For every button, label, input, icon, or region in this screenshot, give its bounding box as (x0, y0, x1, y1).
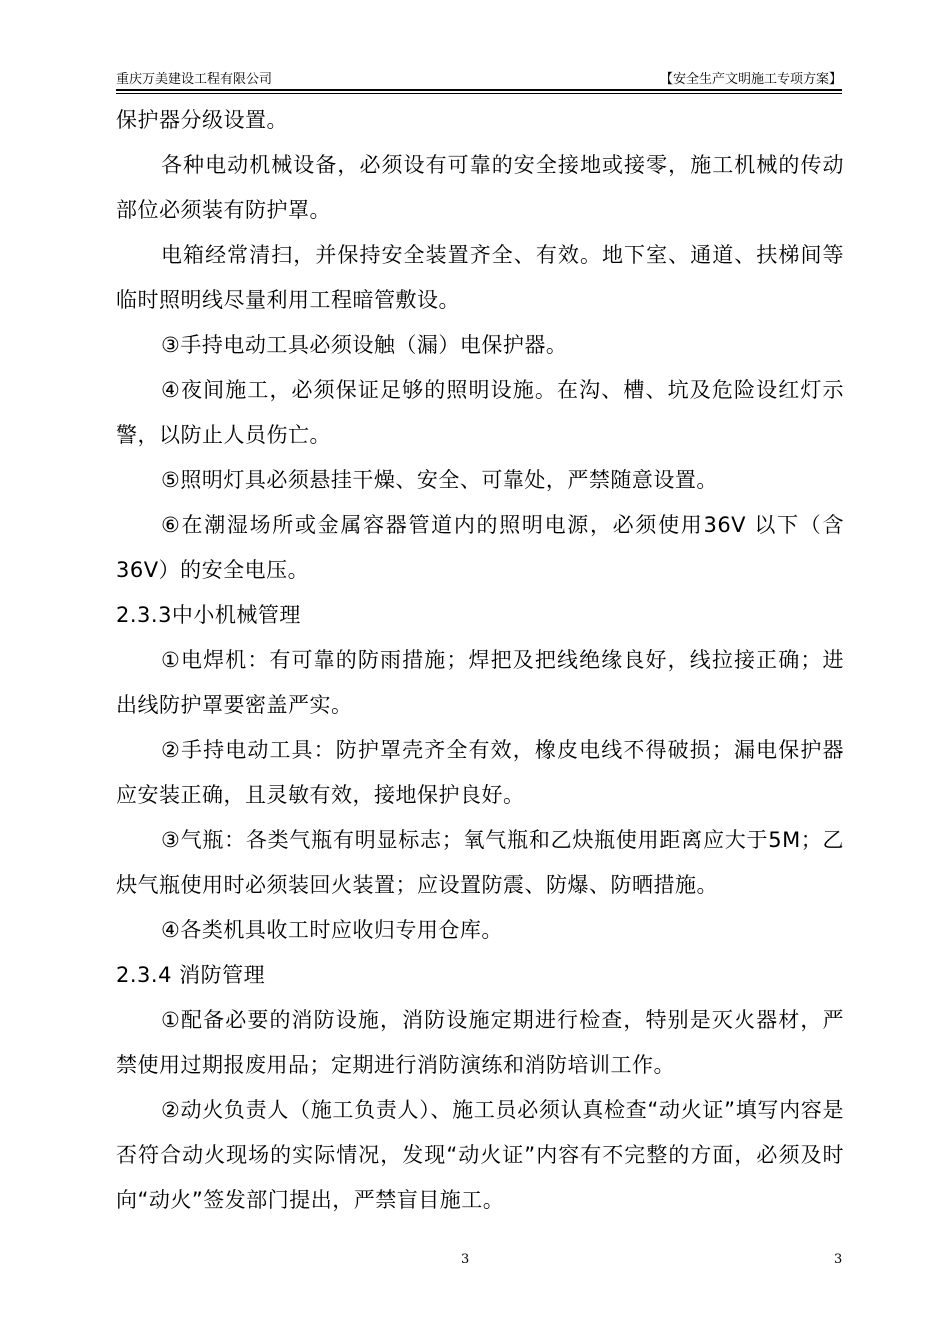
paragraph: ②手持电动工具：防护罩壳齐全有效，橡皮电线不得破损；漏电保护器应安装正确，且灵敏有效，接地保护良好。 (116, 738, 844, 807)
header-rule (116, 89, 842, 91)
paragraph: ⑤照明灯具必须悬挂干燥、安全、可靠处，严禁随意设置。 (161, 468, 718, 492)
paragraph: ①电焊机：有可靠的防雨措施；焊把及把线绝缘良好，线拉接正确；进出线防护罩要密盖严实。 (116, 648, 844, 717)
paragraph: ③手持电动工具必须设触（漏）电保护器。 (161, 333, 568, 357)
paragraph: 电箱经常清扫，并保持安全装置齐全、有效。地下室、通道、扶梯间等临时照明线尽量利用工程暗管敷设。 (116, 243, 844, 312)
paragraph: 保护器分级设置。 (116, 108, 288, 132)
header-rule-thin (116, 93, 842, 94)
paragraph: ①配备必要的消防设施，消防设施定期进行检查，特别是灭火器材，严禁使用过期报废用品；定期进行消防演练和消防培训工作。 (116, 1008, 844, 1077)
paragraph: ④夜间施工，必须保证足够的照明设施。在沟、槽、坑及危险设红灯示警，以防止人员伤亡。 (116, 378, 844, 447)
paragraph: ④各类机具收工时应收归专用仓库。 (161, 918, 503, 942)
section-heading: 2.3.3中小机械管理 (116, 603, 301, 627)
header-doc-title: 【安全生产文明施工专项方案】 (659, 72, 842, 87)
page-number-right: 3 (834, 1252, 843, 1267)
paragraph: ③气瓶：各类气瓶有明显标志；氧气瓶和乙炔瓶使用距离应大于5M；乙炔气瓶使用时必须装回火装置；应设置防震、防爆、防晒措施。 (116, 828, 844, 897)
paragraph: ⑥在潮湿场所或金属容器管道内的照明电源，必须使用36V 以下（含36V）的安全电压。 (116, 513, 844, 582)
header-company: 重庆万美建设工程有限公司 (116, 72, 273, 87)
page-number-center: 3 (461, 1252, 470, 1267)
document-body (116, 98, 844, 1223)
section-heading: 2.3.4 消防管理 (116, 963, 266, 987)
paragraph: 各种电动机械设备，必须设有可靠的安全接地或接零，施工机械的传动部位必须装有防护罩。 (116, 153, 844, 222)
page-header (116, 70, 842, 90)
paragraph: ②动火负责人（施工负责人）、施工员必须认真检查“动火证”填写内容是否符合动火现场的实际情况，发现“动火证”内容有不完整的方面，必须及时向“动火”签发部门提出，严禁盲目施工。 (116, 1098, 844, 1212)
